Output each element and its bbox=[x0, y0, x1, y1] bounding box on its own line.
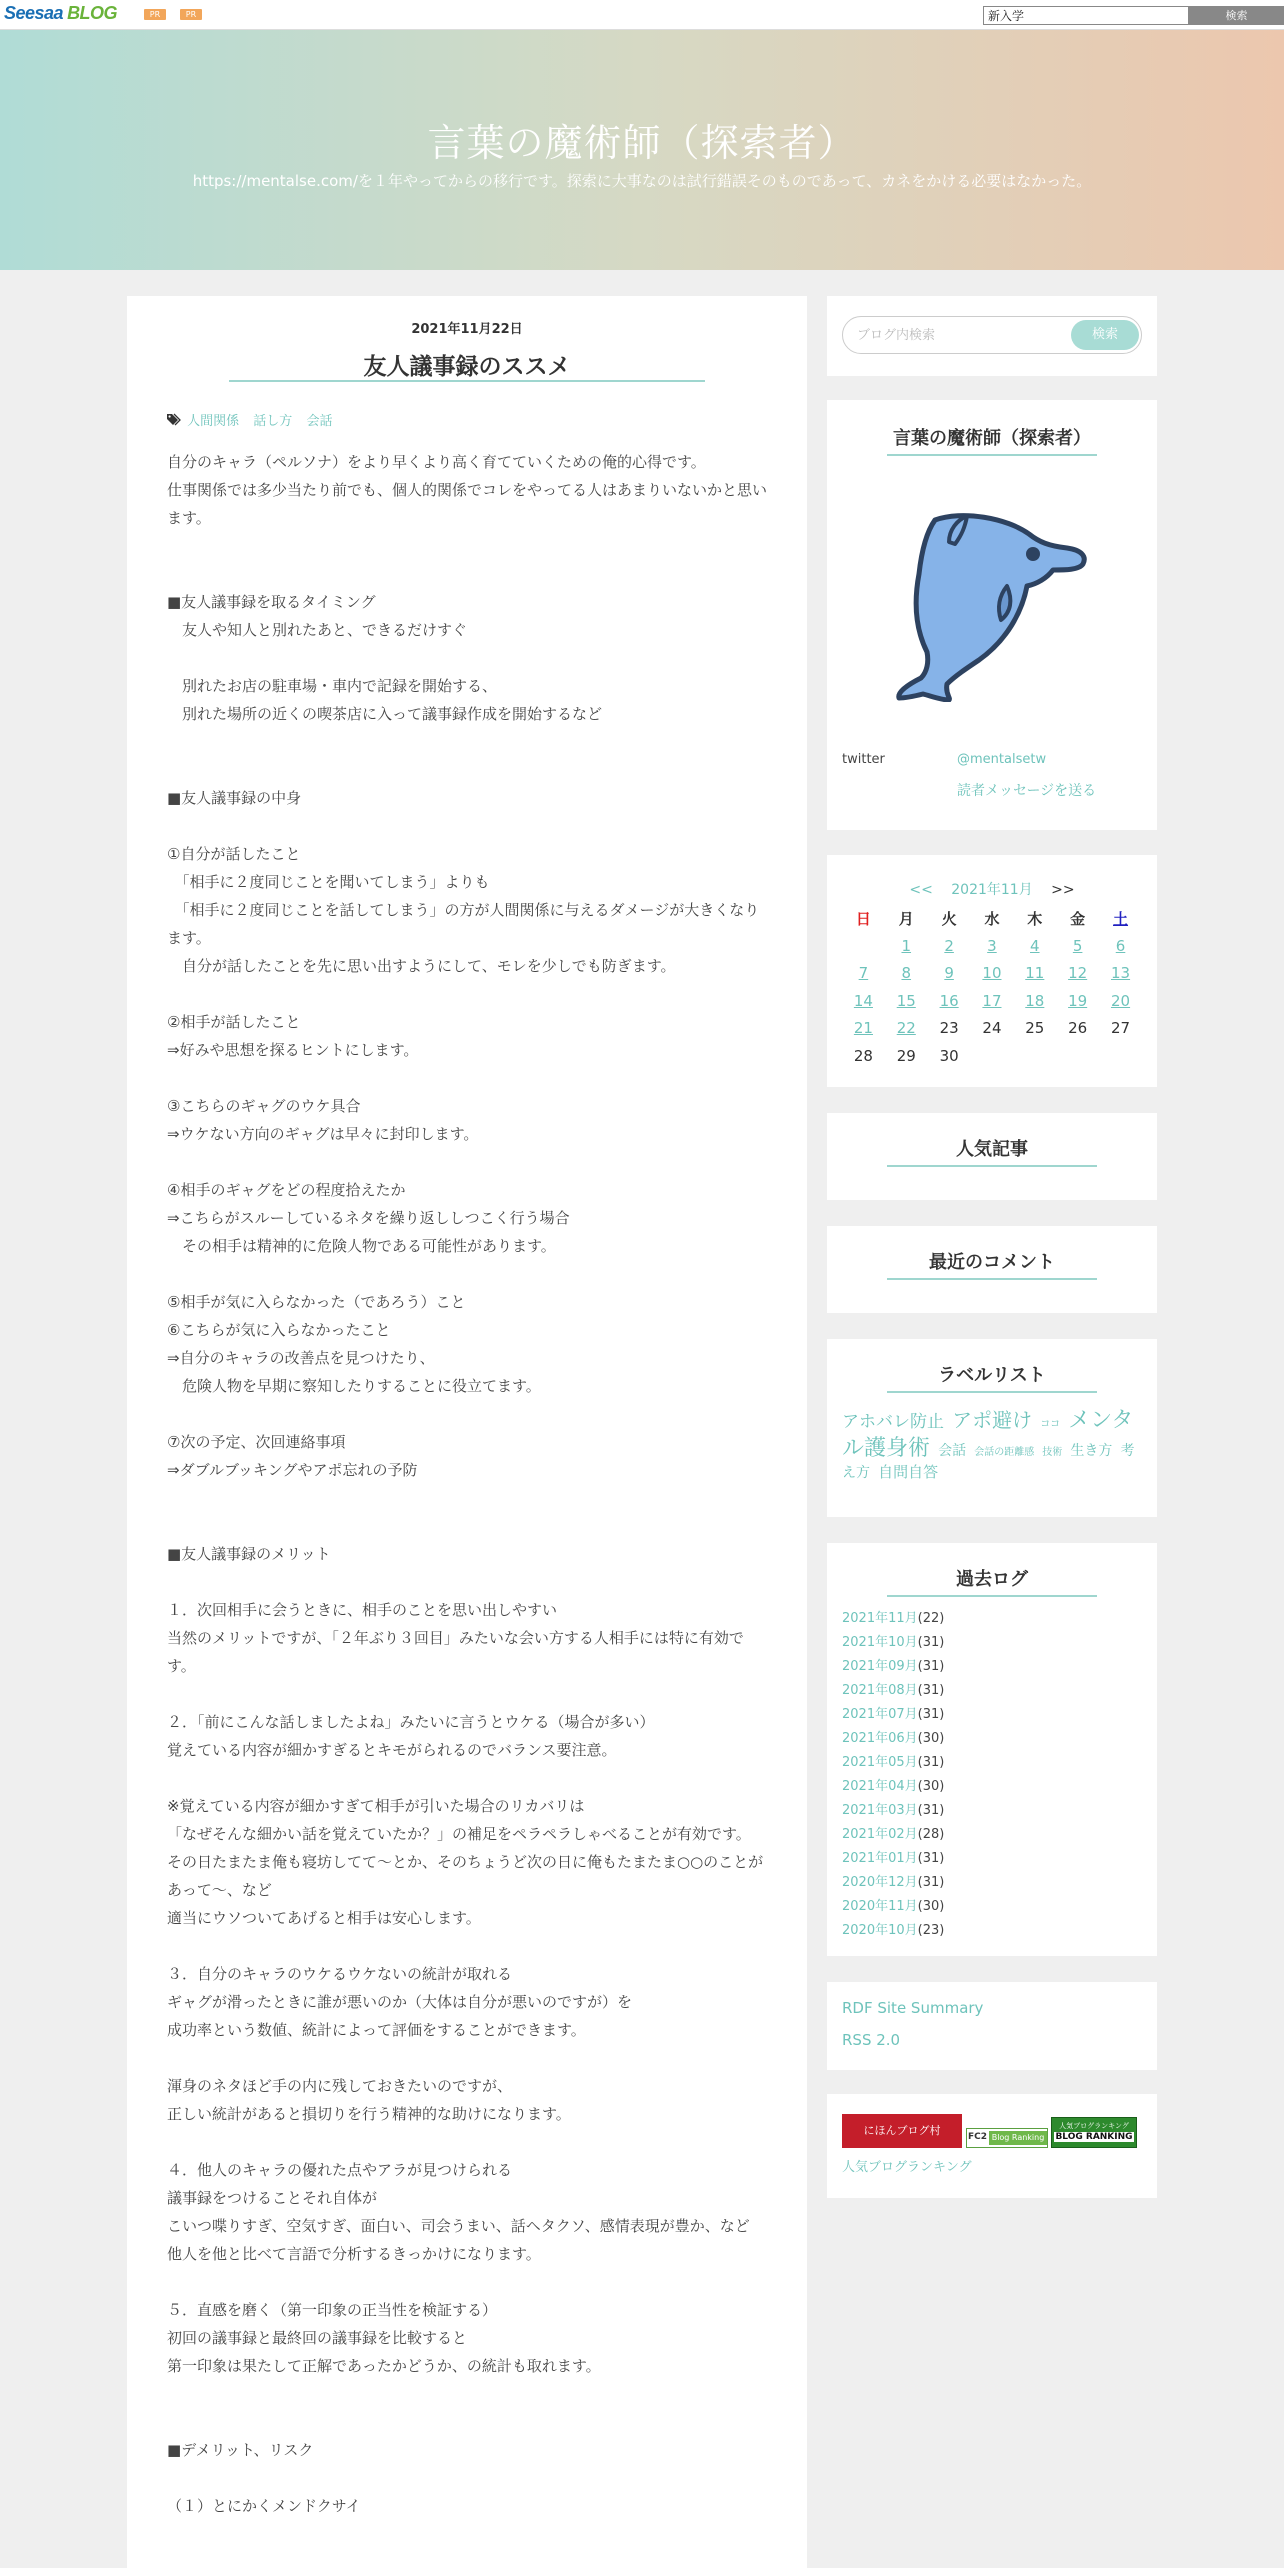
calendar-day-link[interactable]: 13 bbox=[1110, 964, 1131, 983]
weekday-tue: 火 bbox=[941, 910, 957, 928]
archive-month-link[interactable]: 2021年03月 bbox=[842, 1803, 918, 1818]
archive-month-link[interactable]: 2020年12月 bbox=[842, 1875, 918, 1890]
heading-underline bbox=[887, 1391, 1097, 1393]
heading-underline bbox=[887, 1278, 1097, 1280]
calendar-week-row bbox=[842, 932, 1142, 960]
archive-month-link[interactable]: 2021年11月 bbox=[842, 1611, 918, 1626]
twitter-handle-link[interactable]: @mentalsetw bbox=[957, 752, 1047, 767]
label-list-box bbox=[827, 1339, 1157, 1517]
recent-comments-box bbox=[827, 1226, 1157, 1313]
heading-underline bbox=[887, 454, 1097, 456]
calendar-day bbox=[1056, 1042, 1099, 1070]
calendar-week-row bbox=[842, 1015, 1142, 1043]
heading-underline bbox=[887, 1595, 1097, 1597]
ninki-ranking-link[interactable]: 人気ブログランキング bbox=[842, 2160, 972, 2175]
calendar-day bbox=[842, 932, 885, 960]
calendar-day-link[interactable]: 19 bbox=[1068, 991, 1088, 1010]
label-link[interactable]: アポ避け bbox=[952, 1408, 1033, 1432]
archive-item bbox=[842, 1727, 944, 1751]
calendar-prev-link[interactable]: << bbox=[909, 882, 933, 898]
fc2-badge-text: FC2 bbox=[968, 2132, 988, 2142]
archive-count: (28) bbox=[917, 1827, 945, 1842]
archive-month-link[interactable]: 2021年05月 bbox=[842, 1755, 918, 1770]
calendar-day-link[interactable]: 8 bbox=[901, 964, 912, 983]
label-cloud bbox=[842, 1407, 1142, 1483]
archive-month-link[interactable]: 2021年09月 bbox=[842, 1659, 918, 1674]
archive-count: (30) bbox=[917, 1899, 945, 1914]
dolphin-avatar-icon bbox=[887, 512, 1097, 702]
archive-box bbox=[827, 1543, 1157, 1956]
popular-heading: 人気記事 bbox=[956, 1139, 1028, 1160]
archive-item bbox=[842, 1895, 944, 1919]
archive-count: (31) bbox=[917, 1635, 945, 1650]
calendar-day bbox=[1099, 1042, 1142, 1070]
archive-item bbox=[842, 1823, 944, 1847]
weekday-thu: 木 bbox=[1027, 910, 1043, 928]
archive-month-link[interactable]: 2021年07月 bbox=[842, 1707, 918, 1722]
calendar-day bbox=[1013, 1042, 1056, 1070]
comments-heading: 最近のコメント bbox=[929, 1252, 1055, 1273]
label-link[interactable]: アホバレ防止 bbox=[842, 1412, 944, 1432]
tag-link[interactable]: 人間関係 bbox=[187, 414, 240, 429]
archive-count: (30) bbox=[917, 1779, 945, 1794]
weekday-sun: 日 bbox=[855, 910, 871, 928]
pr-badge[interactable]: PR bbox=[180, 9, 202, 20]
blog-search-button[interactable]: 検索 bbox=[1071, 320, 1139, 350]
weekday-sat[interactable]: 土 bbox=[1113, 910, 1129, 928]
blog-search-input[interactable] bbox=[843, 317, 1073, 353]
calendar-day: 27 bbox=[1110, 1019, 1131, 1038]
calendar-day-link[interactable]: 18 bbox=[1025, 991, 1045, 1010]
heading-underline bbox=[887, 1165, 1097, 1167]
rdf-feed-link[interactable]: RDF Site Summary bbox=[842, 1999, 984, 2017]
twitter-label: twitter bbox=[842, 752, 885, 767]
calendar-day-link[interactable]: 11 bbox=[1025, 964, 1045, 983]
weekday-mon: 月 bbox=[898, 910, 914, 928]
seesaa-blog-logo[interactable] bbox=[4, 3, 117, 24]
ninki-badge-subtext: BLOG RANKING bbox=[1055, 2132, 1133, 2142]
sidebar-search-box bbox=[827, 296, 1157, 376]
calendar-week-row bbox=[842, 960, 1142, 988]
calendar-box bbox=[827, 855, 1157, 1087]
archive-item bbox=[842, 1799, 944, 1823]
ninki-badge-text: 人気ブログランキング bbox=[1059, 2122, 1129, 2130]
feeds-box bbox=[827, 1982, 1157, 2070]
archive-month-link[interactable]: 2021年04月 bbox=[842, 1779, 918, 1794]
rss-feed-link[interactable]: RSS 2.0 bbox=[842, 2031, 901, 2049]
calendar-weekday-row bbox=[842, 905, 1142, 932]
calendar-day-link[interactable]: 5 bbox=[1072, 936, 1083, 955]
archive-count: (31) bbox=[917, 1683, 945, 1698]
archive-item bbox=[842, 1871, 944, 1895]
archive-item bbox=[842, 1775, 944, 1799]
calendar-day-link[interactable]: 2 bbox=[944, 936, 954, 955]
nihon-blogmura-text: にほんブログ村 bbox=[863, 2124, 941, 2137]
blog-search bbox=[842, 316, 1142, 354]
label-link[interactable]: 会話の距離感 bbox=[974, 1446, 1035, 1458]
global-search-input[interactable] bbox=[983, 6, 1189, 25]
calendar-day-link[interactable]: 12 bbox=[1068, 964, 1088, 983]
archive-heading: 過去ログ bbox=[956, 1569, 1028, 1590]
tag-icon bbox=[167, 413, 183, 430]
calendar-day-link[interactable]: 20 bbox=[1110, 991, 1131, 1010]
archive-month-link[interactable]: 2021年08月 bbox=[842, 1683, 918, 1698]
archive-item bbox=[842, 1655, 944, 1679]
archive-count: (31) bbox=[917, 1707, 945, 1722]
post-body: 自分のキャラ（ペルソナ）をより早くより高く育てていくための俺的心得です。 仕事関係では多少当たり前でも、個人的関係でコレをやってる人はあまりいないかと思います。 ■友人議事録を取るタイミング 友人や知人と別れたあと、できるだけすぐ 別れたお店の駐車場・車内で記録を開始する、 別れた場所の近くの喫茶店に入って議事録作成を開始するなど ■友人議事録の中身 ①自分が話したこと 「相手に２度同じことを聞いてしまう」よりも 「相手に２度同じことを話してしまう」の方が人間関係に与えるダメージが大きくなります。 自分が話したことを先に思い出すようにして、モレを少しでも防ぎます。 ②相手が話したこと ⇒好みや思想を探るヒントにします。 ③こちらのギャグのウケ具合 ⇒ウケない方向のギャグは早々に封印します。 ④相手のギャグをどの程度拾えたか ⇒こちらがスルーしているネタを繰り返ししつこく行う場合 その相手は精神的に危険人物である可能性があります。 ⑤相手が気に入らなかった（であろう）こと ⑥こちらが気に入らなかったこと ⇒自分のキャラの改善点を見つけたり、 危険人物を早期に察知したりすることに役立てます。 ⑦次の予定、次回連絡事項 ⇒ダブルブッキングやアポ忘れの予防 ■友人議事録のメリット １．次回相手に会うときに、相手のことを思い出しやすい 当然のメリットですが、「２年ぶり３回目」みたいな会い方する人相手には特に有効です。 ２．「前にこんな話しましたよね」みたいに言うとウケる（場合が多い） 覚えている内容が細かすぎるとキモがられるのでバランス要注意。 ※覚えている内容が細かすぎて相手が引いた場合のリカバリは 「なぜそんな細かい話を覚えていたか？」の補足をペラペラしゃべることが有効です。 その日たまたま俺も寝坊してて～とか、そのちょうど次の日に俺もたまたま○○のことがあって～、など 適当にウソついてあげると相手は安心します。 ３．自分のキャラのウケるウケないの統計が取れる ギャグが滑ったときに誰が悪いのか（大体は自分が悪いのですが）を 成功率という数値、統計によって評価をすることができます。 渾身のネタほど手の内に残しておきたいのですが、 正しい統計があると損切りを行う精神的な助けになります。 ４．他人のキャラの優れた点やアラが見つけられる 議事録をつけることそれ自体が こいつ喋りすぎ、空気すぎ、面白い、司会うまい、話ヘタクソ、感情表現が豊か、など 他人を他と比べて言語で分析するきっかけになります。 ５．直感を磨く（第一印象の正当性を検証する） 初回の議事録と最終回の議事録を比較すると 第一印象は果たして正解であったかどうか、の統計も取れます。 ■デメリット、リスク （１）とにかくメンドクサイ bbox=[167, 453, 768, 2515]
tag-link[interactable]: 会話 bbox=[306, 414, 333, 429]
title-underline bbox=[229, 380, 705, 382]
archive-item bbox=[842, 1631, 944, 1655]
archive-count: (31) bbox=[917, 1875, 945, 1890]
calendar-day-link[interactable]: 7 bbox=[858, 964, 869, 983]
reader-message-link[interactable]: 読者メッセージを送る bbox=[957, 783, 1097, 799]
label-link[interactable]: ココ bbox=[1040, 1419, 1061, 1430]
calendar-month-link[interactable]: 2021年11月 bbox=[951, 882, 1033, 898]
calendar-day-link[interactable]: 6 bbox=[1115, 936, 1126, 955]
tag-link[interactable]: 話し方 bbox=[253, 414, 293, 429]
archive-item bbox=[842, 1679, 944, 1703]
ranking-box bbox=[827, 2094, 1157, 2198]
blog-header bbox=[0, 30, 1284, 270]
calendar-day-link[interactable]: 21 bbox=[853, 1019, 873, 1038]
archive-item bbox=[842, 1919, 944, 1943]
blog-description: https://mentalse.com/を１年やってからの移行です。探索に大事なのは試行錯誤そのものであって、カネをかける必要はなかった。 bbox=[192, 172, 1092, 190]
calendar-table bbox=[842, 905, 1142, 1070]
nihon-blogmura-badge[interactable] bbox=[842, 2114, 962, 2148]
archive-month-link[interactable]: 2021年10月 bbox=[842, 1635, 918, 1650]
calendar-day-link[interactable]: 3 bbox=[987, 936, 997, 955]
archive-month-link[interactable]: 2021年01月 bbox=[842, 1851, 918, 1866]
calendar-day: 30 bbox=[939, 1046, 959, 1065]
logo-blog-text: BLOG bbox=[67, 3, 118, 23]
calendar-day-link[interactable]: 1 bbox=[901, 936, 912, 955]
calendar-day-link[interactable]: 22 bbox=[896, 1019, 916, 1038]
calendar-day: 25 bbox=[1025, 1019, 1045, 1038]
archive-list bbox=[842, 1607, 944, 1943]
label-link[interactable]: 考え方 bbox=[842, 1442, 1135, 1481]
global-search-button[interactable]: 検索 bbox=[1189, 6, 1284, 25]
calendar-day: 29 bbox=[896, 1046, 916, 1065]
calendar-week-row bbox=[842, 1042, 1142, 1070]
calendar-day-link[interactable]: 14 bbox=[853, 991, 873, 1010]
calendar-day: 24 bbox=[982, 1019, 1002, 1038]
popular-posts-box bbox=[827, 1113, 1157, 1200]
logo-seesaa-text: Seesaa bbox=[4, 3, 64, 23]
calendar-day: 23 bbox=[939, 1019, 959, 1038]
fc2-ranking-badge[interactable] bbox=[966, 2128, 1048, 2148]
article bbox=[127, 296, 807, 2568]
archive-item bbox=[842, 1847, 944, 1871]
archive-count: (31) bbox=[917, 1659, 945, 1674]
labels-heading: ラベルリスト bbox=[938, 1365, 1046, 1386]
label-link[interactable]: 自問自答 bbox=[878, 1463, 939, 1481]
pr-badge[interactable]: PR bbox=[144, 9, 166, 20]
archive-count: (30) bbox=[917, 1731, 945, 1746]
calendar-day: 28 bbox=[853, 1046, 873, 1065]
archive-count: (31) bbox=[917, 1803, 945, 1818]
calendar-day-link[interactable]: 9 bbox=[944, 964, 954, 983]
archive-month-link[interactable]: 2021年06月 bbox=[842, 1731, 918, 1746]
calendar-day: 26 bbox=[1068, 1019, 1088, 1038]
archive-count: (22) bbox=[917, 1611, 945, 1626]
calendar-next-link[interactable]: >> bbox=[1051, 882, 1075, 898]
label-link[interactable]: 生き方 bbox=[1070, 1442, 1113, 1459]
archive-item bbox=[842, 1751, 944, 1775]
weekday-fri: 金 bbox=[1070, 910, 1086, 928]
post-date: 2021年11月22日 bbox=[411, 322, 523, 337]
blog-title[interactable]: 言葉の魔術師（探索者） bbox=[427, 121, 857, 165]
calendar-day-link[interactable]: 15 bbox=[896, 991, 916, 1010]
calendar-week-row bbox=[842, 987, 1142, 1015]
label-link[interactable]: 会話 bbox=[938, 1442, 967, 1459]
archive-month-link[interactable]: 2020年11月 bbox=[842, 1899, 918, 1914]
label-link[interactable]: 技術 bbox=[1042, 1446, 1063, 1458]
archive-item bbox=[842, 1607, 944, 1631]
archive-month-link[interactable]: 2021年02月 bbox=[842, 1827, 918, 1842]
profile-box bbox=[827, 400, 1157, 830]
archive-count: (31) bbox=[917, 1755, 945, 1770]
calendar-day-link[interactable]: 10 bbox=[982, 964, 1002, 983]
weekday-wed: 水 bbox=[984, 910, 1000, 928]
calendar-day-link[interactable]: 16 bbox=[939, 991, 959, 1010]
calendar-day bbox=[971, 1042, 1014, 1070]
archive-count: (31) bbox=[917, 1851, 945, 1866]
profile-heading: 言葉の魔術師（探索者） bbox=[893, 428, 1091, 449]
archive-count: (23) bbox=[917, 1923, 945, 1938]
post-title: 友人議事録のススメ bbox=[363, 354, 571, 380]
archive-month-link[interactable]: 2020年10月 bbox=[842, 1923, 918, 1938]
label-link[interactable]: メンタル護身術 bbox=[842, 1408, 1134, 1461]
post-tags bbox=[167, 410, 342, 430]
calendar-day-link[interactable]: 4 bbox=[1030, 936, 1040, 955]
ninki-ranking-badge[interactable] bbox=[1051, 2117, 1137, 2148]
fc2-badge-subtext: Blog Ranking bbox=[989, 2131, 1047, 2145]
top-bar bbox=[0, 0, 1284, 30]
calendar-day-link[interactable]: 17 bbox=[982, 991, 1002, 1010]
archive-item bbox=[842, 1703, 944, 1727]
